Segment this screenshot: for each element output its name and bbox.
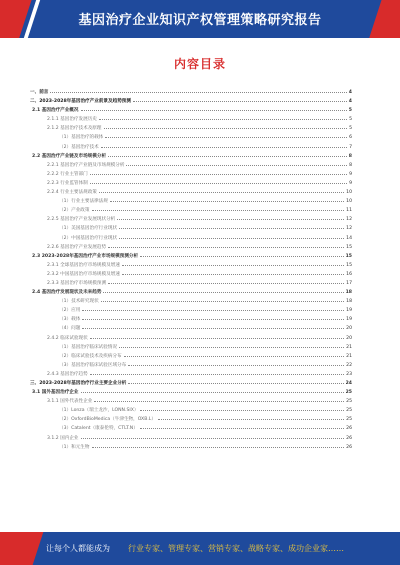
toc-entry[interactable] [30, 268, 352, 277]
toc-page-number: 24 [345, 381, 352, 386]
footer-bar [0, 532, 400, 565]
toc-leader-dots [122, 259, 344, 266]
toc-entry[interactable] [30, 186, 352, 195]
toc-entry-title: （3）载体 [59, 317, 81, 323]
toc-page-number: 18 [346, 299, 352, 305]
toc-entry[interactable] [30, 177, 352, 186]
toc-entry-title: 2.1 基因治疗产业概况 [32, 108, 79, 114]
toc-page-number: 18 [345, 290, 352, 296]
toc-leader-dots [119, 232, 344, 239]
toc-entry[interactable] [30, 141, 352, 150]
toc-entry[interactable] [30, 95, 352, 104]
toc-leader-dots [92, 441, 345, 448]
page-title: 内容目录 [173, 57, 226, 71]
toc-page-number: 25 [346, 417, 352, 423]
toc-page-number: 26 [346, 426, 352, 432]
toc-entry-title: 2.4 基因治疗发展现状及未来趋势 [32, 290, 102, 296]
toc-page-number: 21 [346, 353, 352, 359]
toc-page-number: 22 [346, 362, 352, 368]
toc-entry[interactable] [30, 422, 352, 431]
toc-entry[interactable] [30, 322, 352, 331]
toc-leader-dots [101, 295, 344, 302]
toc-page-number: 10 [346, 190, 352, 196]
toc-entry[interactable] [30, 232, 352, 241]
toc-leader-dots [117, 213, 344, 220]
toc-entry[interactable] [30, 250, 352, 259]
toc-page-number: 8 [348, 153, 352, 159]
toc-page-number: 25 [346, 408, 352, 414]
toc-leader-dots [82, 304, 344, 311]
toc-leader-dots [119, 341, 344, 348]
toc-page-number: 8 [349, 162, 352, 168]
toc-entry[interactable] [30, 313, 352, 322]
toc-entry-title: （1）和元生物 [59, 444, 90, 450]
toc-page-number: 4 [348, 99, 352, 105]
toc-entry-title: 3.1 国外基因治疗企业 [32, 390, 79, 396]
toc-page-number: 9 [349, 180, 352, 186]
toc-entry-title: 2.2.6 基因治疗产业发展趋势 [47, 244, 107, 250]
toc-leader-dots [103, 286, 343, 293]
toc-leader-dots [82, 322, 344, 329]
toc-leader-dots [108, 150, 347, 157]
toc-leader-dots [108, 277, 344, 284]
toc-page-number: 5 [348, 108, 352, 114]
toc-entry[interactable] [30, 277, 352, 286]
toc-leader-dots [101, 141, 347, 148]
footer-red-accent [0, 532, 45, 565]
toc-leader-dots [126, 159, 347, 166]
toc-entry-title: 2.1.2 基因治疗技术及原理 [47, 126, 102, 132]
toc-page-number: 21 [346, 344, 352, 350]
toc-entry[interactable] [30, 204, 352, 213]
toc-entry-title: 2.4.3 基因治疗趋势 [47, 371, 88, 377]
toc-page-number: 20 [346, 326, 352, 332]
toc-leader-dots [122, 268, 344, 275]
toc-leader-dots [108, 241, 344, 248]
toc-entry[interactable] [30, 86, 352, 95]
toc-leader-dots [133, 95, 347, 102]
toc-entry-title: （1）基因治疗临床试验情况 [59, 344, 118, 350]
toc-page-number: 16 [346, 271, 352, 277]
toc-leader-dots [94, 395, 344, 402]
toc-leader-dots [140, 404, 344, 411]
toc-entry[interactable] [30, 195, 352, 204]
toc-entry[interactable] [30, 386, 352, 395]
toc-entry[interactable] [30, 150, 352, 159]
toc-page-number: 12 [346, 226, 352, 232]
toc-entry[interactable] [30, 350, 352, 359]
toc-entry[interactable] [30, 395, 352, 404]
toc-leader-dots [99, 186, 344, 193]
toc-leader-dots [128, 377, 343, 384]
toc-leader-dots [90, 368, 344, 375]
toc-entry-title: （3）Catalent（康泰伦特，CTLT.N） [59, 426, 138, 432]
toc-entry[interactable] [30, 341, 352, 350]
toc-leader-dots [82, 313, 344, 320]
toc-entry-title: （1）基因治疗的载体 [59, 135, 104, 141]
toc-leader-dots [90, 177, 347, 184]
toc-entry-title: 2.3.3 基因治疗市场规模预测 [47, 280, 107, 286]
toc-page-number: 17 [346, 280, 352, 286]
toc-entry[interactable] [30, 304, 352, 313]
toc-leader-dots [50, 86, 346, 93]
toc-entry[interactable] [30, 159, 352, 168]
toc-leader-dots [81, 104, 347, 111]
toc-page-number: 5 [349, 117, 352, 123]
toc-entry[interactable] [30, 441, 352, 450]
toc-entry-title: 2.3 2023-2028年基因治疗产业市场规模预测分析 [32, 253, 139, 259]
toc-entry[interactable] [30, 113, 352, 122]
toc-page-number: 26 [346, 444, 352, 450]
toc-entry-title: （1）Lonza（瑞士龙沙，LONN.SIX） [59, 408, 139, 414]
toc-page-number: 15 [345, 253, 352, 259]
toc-entry-title: 2.2.1 基因治疗产业链及市场规模分析 [47, 162, 125, 168]
toc-page-number: 25 [345, 390, 352, 396]
toc-entry-title: （2）中国基因治疗行业现状 [59, 235, 118, 241]
toc-entry[interactable] [30, 131, 352, 140]
toc-entry-title: 2.2.5 基因治疗产业发展现状分析 [47, 217, 116, 223]
report-title: 基因治疗企业知识产权管理策略研究报告 [78, 13, 322, 28]
toc-entry-title: 2.3.2 中国基因治疗市场规模及增速 [47, 271, 120, 277]
toc-page-number: 4 [348, 90, 352, 95]
toc-entry[interactable] [30, 241, 352, 250]
toc-page-number: 14 [346, 235, 352, 241]
toc-entry[interactable] [30, 359, 352, 368]
toc-entry[interactable] [30, 377, 352, 386]
toc-entry-title: 3.1.2 国内企业 [47, 435, 79, 441]
toc-page-number: 10 [346, 199, 352, 205]
toc-leader-dots [119, 222, 344, 229]
toc-page-number: 6 [349, 135, 352, 141]
toc-entry-title: 2.2.4 行业主要法规政策 [47, 190, 97, 196]
toc-leader-dots [140, 422, 344, 429]
toc-entry[interactable] [30, 222, 352, 231]
toc-entry-title: 二、2023-2028年基因治疗产业前景及趋势预测 [30, 99, 131, 105]
toc-entry-title: 三、2023-2028年基因治疗行业主要企业分析 [30, 381, 127, 386]
toc-entry-title: 2.2.3 行业监管体制 [47, 180, 88, 186]
toc-leader-dots [105, 131, 347, 138]
toc-entry[interactable] [30, 368, 352, 377]
toc-entry[interactable] [30, 286, 352, 295]
toc-entry[interactable] [30, 332, 352, 341]
toc-leader-dots [128, 359, 344, 366]
toc-leader-dots [99, 113, 347, 120]
toc-entry-title: 2.2.2 行业主管部门 [47, 171, 88, 177]
toc-entry[interactable] [30, 404, 352, 413]
toc-page-number: 9 [349, 171, 352, 177]
toc-entry[interactable] [30, 413, 352, 422]
toc-leader-dots [92, 204, 345, 211]
toc-entry-title: （2）基因治疗技术 [59, 144, 99, 150]
toc-entry-title: 2.1.1 基因治疗发展历史 [47, 117, 97, 123]
header-bar [0, 0, 400, 38]
toc-entry-title: 2.2 基因治疗产业链及市场规模分析 [32, 153, 107, 159]
toc-leader-dots [81, 386, 344, 393]
toc-entry[interactable] [30, 295, 352, 304]
toc-entry-title: （1）技术研究现状 [59, 299, 99, 305]
footer-roles: 行业专家、管理专家、营销专家、战略专家、成功企业家…… [128, 544, 344, 553]
toc-page-number: 7 [349, 144, 352, 150]
toc-leader-dots [81, 432, 345, 439]
toc-page-number: 15 [346, 262, 352, 268]
toc-page-number: 15 [346, 244, 352, 250]
toc-leader-dots [110, 195, 344, 202]
toc-entry-title: （1）行业主要法律法规 [59, 199, 108, 205]
toc-entry[interactable] [30, 122, 352, 131]
toc-entry[interactable] [30, 104, 352, 113]
toc-entry-title: 2.3.1 全球基因治疗市场规模及增速 [47, 262, 120, 268]
toc-page-number: 25 [346, 399, 352, 405]
toc-entry-title: 一、前言 [30, 90, 49, 95]
toc-leader-dots [90, 332, 344, 339]
toc-entry[interactable] [30, 432, 352, 441]
toc-page-number: 19 [346, 308, 352, 314]
toc-entry-title: （3）基因治疗临床试验区域分布 [59, 362, 127, 368]
toc-page-number: 20 [346, 335, 352, 341]
table-of-contents [30, 86, 352, 450]
toc-entry-title: （2）应用 [59, 308, 81, 314]
footer-slogan: 让每个人都能成为 [46, 544, 110, 553]
toc-page-number: 11 [346, 208, 352, 214]
toc-entry-title: （2）临床试验技术及疾病分布 [59, 353, 122, 359]
toc-leader-dots [104, 122, 348, 129]
toc-page-number: 5 [349, 126, 352, 132]
toc-entry[interactable] [30, 259, 352, 268]
toc-entry-title: （2）OxfordBioMedica（牛津生物，OXB.L） [59, 417, 156, 423]
toc-leader-dots [140, 250, 343, 257]
toc-page-number: 12 [346, 217, 352, 223]
toc-page-number: 26 [346, 435, 352, 441]
toc-entry-title: （1）美国基因治疗行业现状 [59, 226, 118, 232]
toc-page-number: 19 [346, 317, 352, 323]
toc-entry-title: 3.1.1 国外代表性企业 [47, 399, 93, 405]
toc-entry[interactable] [30, 213, 352, 222]
toc-entry-title: 2.4.2 临床试验现状 [47, 335, 88, 341]
toc-leader-dots [124, 350, 344, 357]
toc-leader-dots [158, 413, 344, 420]
toc-entry[interactable] [30, 168, 352, 177]
toc-entry-title: （4）问题 [59, 326, 81, 332]
toc-leader-dots [90, 168, 347, 175]
toc-page-number: 23 [346, 371, 352, 377]
toc-entry-title: （2）产业政策 [59, 208, 90, 214]
